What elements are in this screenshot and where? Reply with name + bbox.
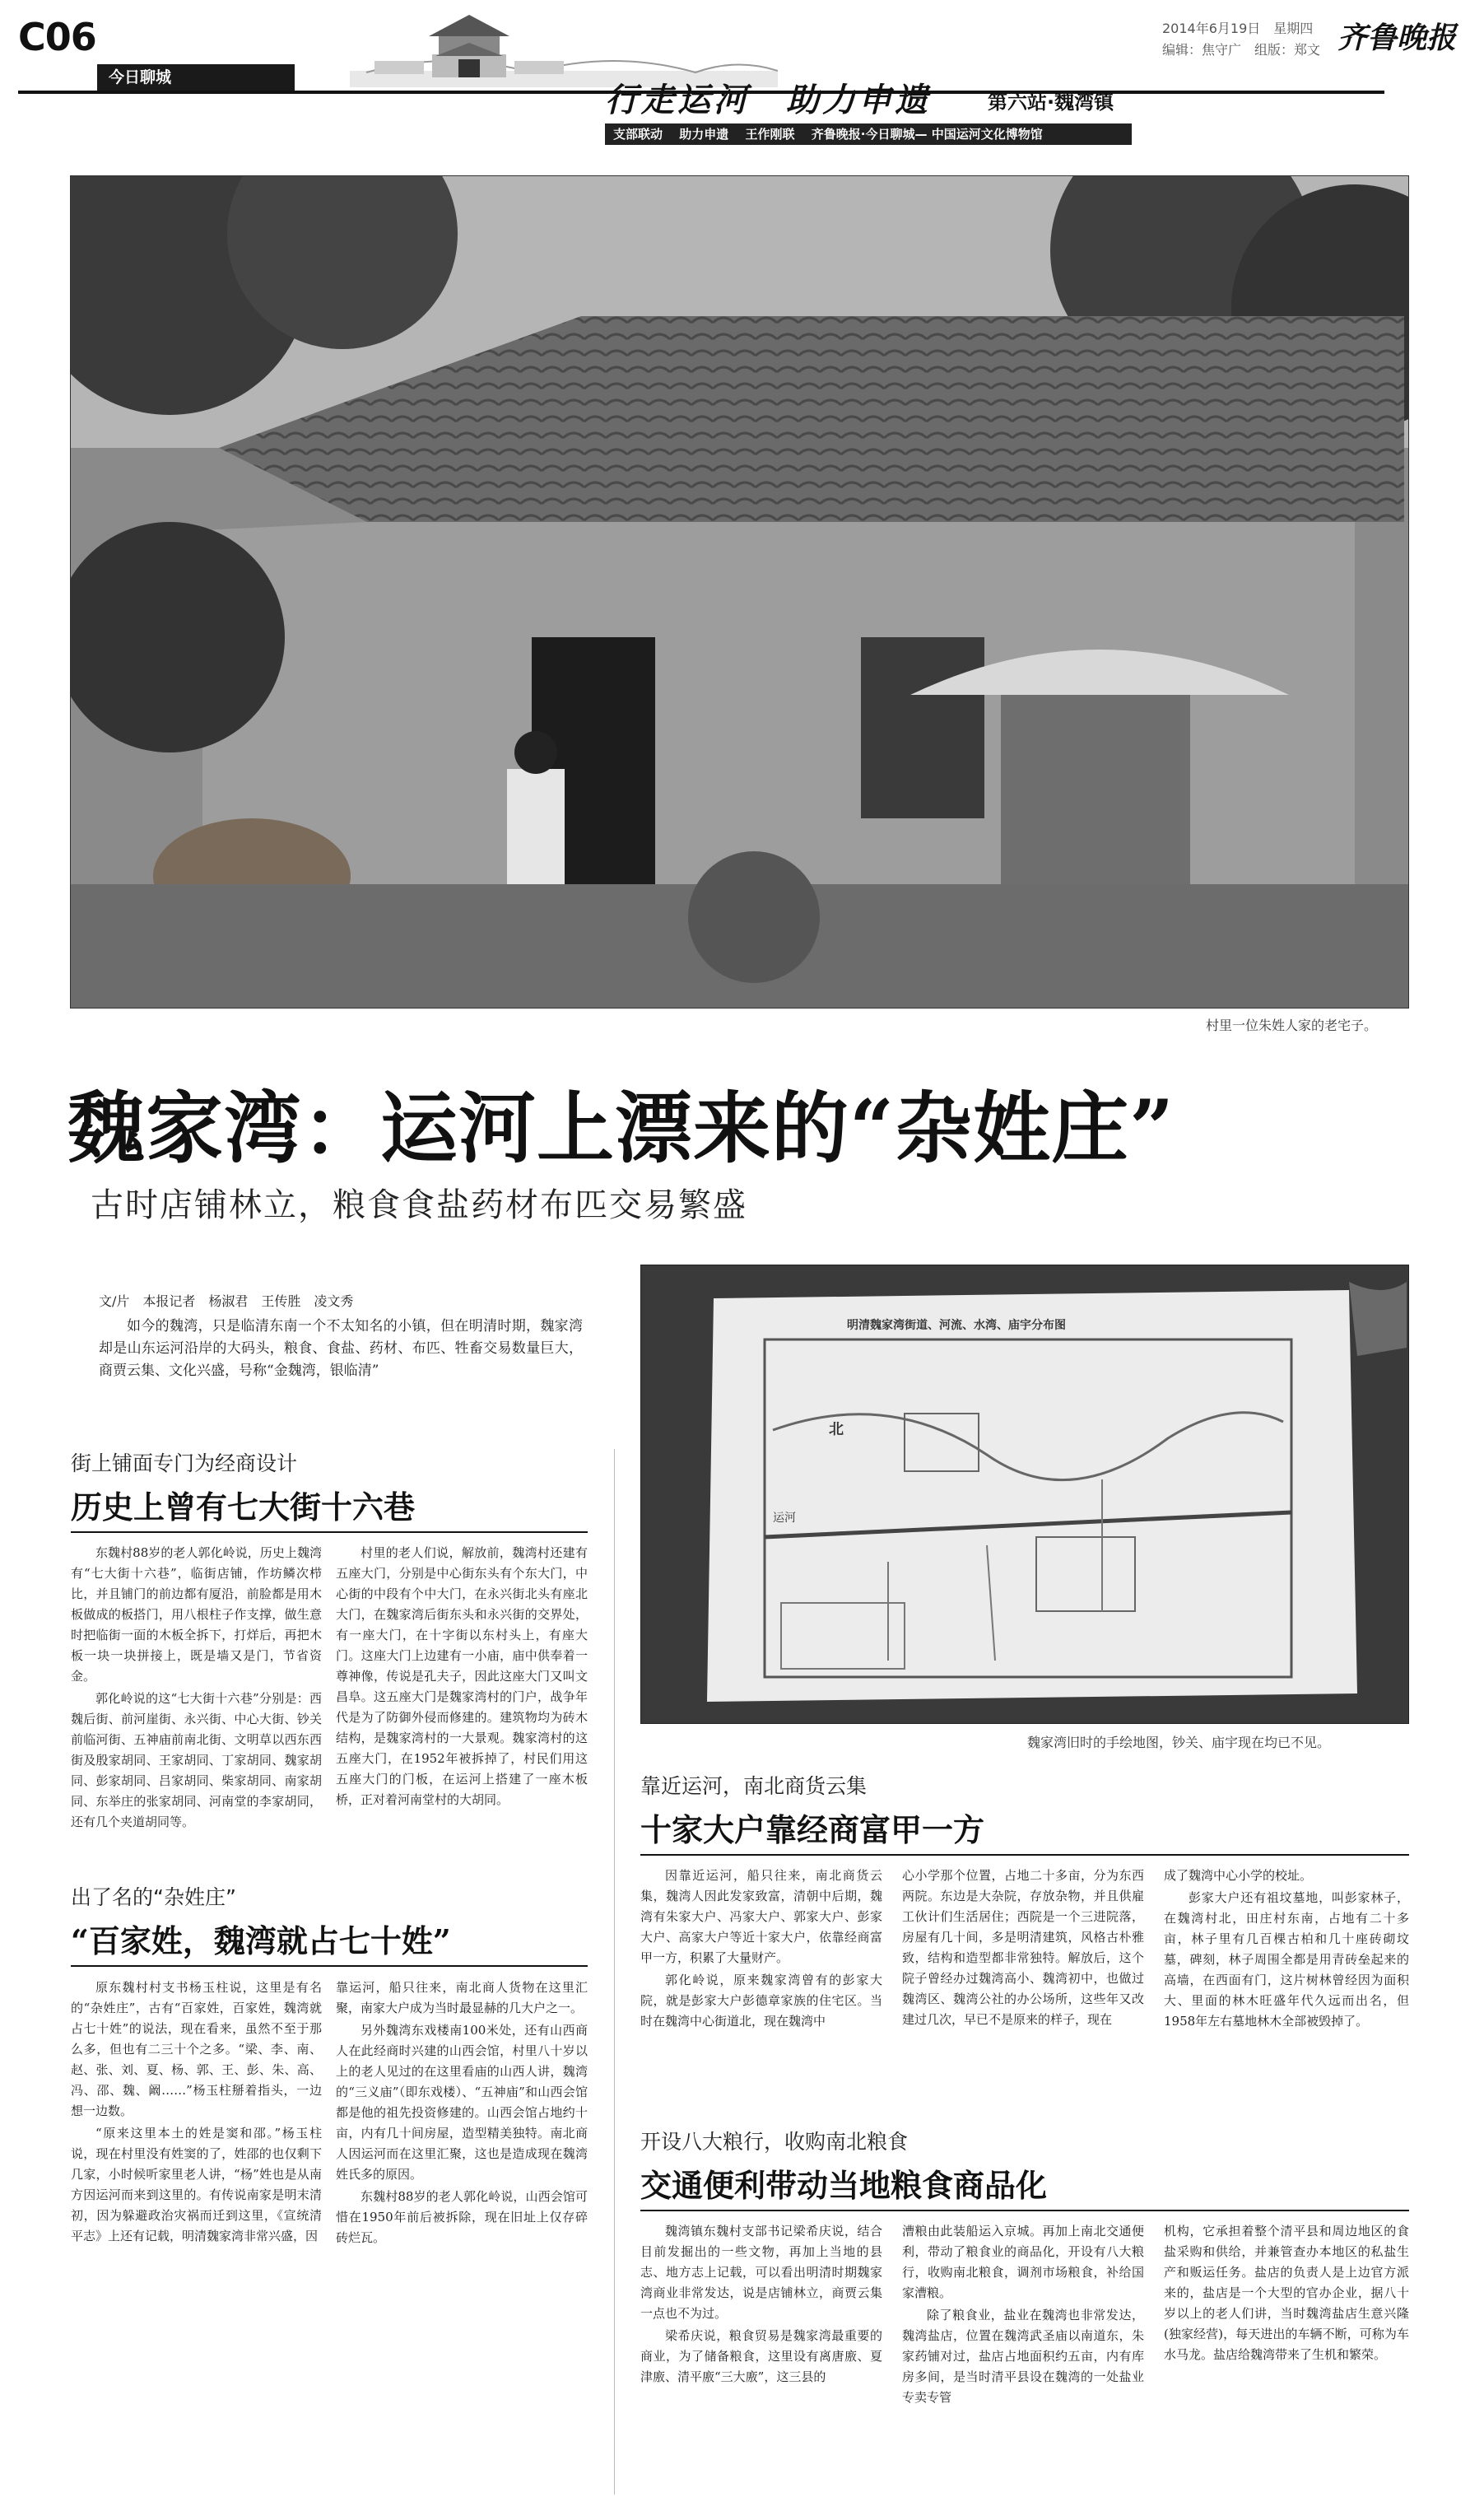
- section2-column-2: [336, 1978, 588, 2488]
- section3-column-1: [640, 1866, 882, 2113]
- lead-paragraph: [99, 1316, 583, 1423]
- paragraph: 靠运河，船只往来，南北商人货物在这里汇聚，南家大户成为当时最显赫的几大户之一。: [336, 1980, 588, 2015]
- banner-tag-3: 王作刚联: [745, 127, 795, 142]
- section4-column-1: [640, 2221, 882, 2495]
- map-label-canal: 运河: [773, 1512, 796, 1525]
- section3-kicker: 靠近运河，南北商货云集: [640, 1774, 868, 1798]
- paragraph: 因靠近运河，船只往来，南北商货云集，魏湾人因此发家致富，清朝中后期，魏湾有朱家大户、冯家大户、郭家大户、彭家大户、高家大户等近十家大户，依靠经商富甲一方，积累了大量财产。: [640, 1868, 882, 1965]
- section4-title: 交通便利带动当地粮食商品化: [640, 2167, 1048, 2204]
- section1-column-1: [71, 1543, 322, 1856]
- main-photo-old-house: [70, 175, 1409, 1009]
- section1-column-2: [336, 1543, 588, 1856]
- section4-column-3: [1164, 2221, 1409, 2495]
- old-house-illustration: [71, 176, 1409, 1009]
- paragraph: 机构，它承担着整个清平县和周边地区的食盐采购和供给，并兼管查办本地区的私盐生产和贩运任务。盐店的负责人是上边官方派来的，盐店是一个大型的官办企业，据八十岁以上的老人们讲，当时魏湾盐店生意兴隆(独家经营)，每天进出的车辆不断，可称为车水马龙。盐店给魏湾带来了生机和繁荣。: [1164, 2224, 1409, 2362]
- section3-rule: [640, 1854, 1409, 1856]
- banner-tag-2: 助力申遗: [679, 127, 729, 142]
- section4-kicker: 开设八大粮行，收购南北粮食: [640, 2130, 909, 2154]
- section4-rule: [640, 2210, 1409, 2211]
- section3-column-3: [1164, 1866, 1409, 2113]
- section3-column-2: [902, 1866, 1144, 2113]
- map-label-north: 北: [829, 1421, 844, 1438]
- map-photo-caption: 魏家湾旧时的手绘地图，钞关、庙宇现在均已不见。: [1027, 1735, 1331, 1750]
- paragraph: 魏湾镇东魏村支部书记梁希庆说，结合目前发掘出的一些文物，再加上当地的县志、地方志上记载，可以看出明清时期魏家湾商业非常发达，说是店铺林立，商贾云集一点也不为过。: [640, 2224, 882, 2321]
- map-photo: [640, 1265, 1409, 1724]
- paragraph: 郭化岭说，原来魏家湾曾有的彭家大院，就是彭家大户彭德章家族的住宅区。当时在魏湾中心街道北，现在魏湾中: [640, 1973, 882, 2029]
- main-photo-caption: 村里一位朱姓人家的老宅子。: [1206, 1018, 1378, 1033]
- series-station: 第六站·魏湾镇: [988, 91, 1114, 114]
- page-code: C06: [18, 15, 96, 59]
- banner-tag-1: 支部联动: [613, 127, 663, 142]
- section2-rule: [71, 1965, 588, 1967]
- paragraph: 郭化岭说的这“七大街十六巷”分别是：西魏后街、前河崖街、永兴街、中心大街、钞关前临河街、五神庙前南北街、文明草以西东西街及殷家胡同、王家胡同、丁家胡同、魏家胡同、彭家胡同、吕家胡同、柴家胡同、南家胡同、东举庄的张家胡同、河南堂的李家胡同，还有几个夹道胡同等。: [71, 1691, 322, 1829]
- section4-column-2: [902, 2221, 1144, 2495]
- paragraph: “原来这里本土的姓是窦和邵。”杨玉柱说，现在村里没有姓窦的了，姓邵的也仅剩下几家，小时候听家里老人讲，“杨”姓也是从南方因运河而来到这里的。有传说南家是明末清初，因为躲避政治灾祸而迁到这里，《宣统清平志》上还有记载，明清魏家湾非常兴盛，因: [71, 2126, 322, 2243]
- paragraph: 东魏村88岁的老人郭化岭说，历史上魏湾有“七大街十六巷”，临街店铺，作坊鳞次栉比，并且铺门的前边都有厦沿，前脸都是用木板做成的板搭门，用八根柱子作支撑，做生意时把临街一面的木板全拆下，打烊后，再把木板一块一块拼接上，既是墙又是门，节省资金。: [71, 1545, 322, 1684]
- hand-drawn-map-illustration: [641, 1265, 1409, 1724]
- paragraph: 成了魏湾中心小学的校址。: [1164, 1868, 1313, 1883]
- paragraph: 村里的老人们说，解放前，魏湾村还建有五座大门，分别是中心街东头有个东大门，中心街的中段有个中大门，在永兴街北头有座北大门，在魏家湾后街东头和永兴街的交界处，有一座大门，在十字街以东村头上，有座大门。这座大门上边建有一小庙，庙中供奉着一尊神像，传说是孔夫子，因此这座大门又叫文昌阜。这五座大门是魏家湾村的门户，战争年代是为了防御外侵而修建的。建筑物均为砖木结构，是魏家湾村的一大景观。魏家湾村的这五座大门，在1952年被拆掉了，村民们用这五座大门的门板，在运河上搭建了一座木板桥，正对着河南堂村的大胡同。: [336, 1545, 588, 1807]
- paragraph: 除了粮食业，盐业在魏湾也非常发达，魏湾盐店，位置在魏湾武圣庙以南道东，朱家药铺对过，盐店占地面积约五亩，内有库房多间，是当时清平县设在魏湾的一处盐业专卖专管: [902, 2308, 1144, 2405]
- masthead-logo: 齐鲁晚报: [1337, 21, 1457, 55]
- series-banner-strip: 支部联动 助力申遗 王作刚联 齐鲁晚报·今日聊城— 中国运河文化博物馆: [605, 123, 1132, 145]
- banner-tag-5: 中国运河文化博物馆: [931, 127, 1043, 142]
- paragraph: 梁希庆说，粮食贸易是魏家湾最重要的商业，为了储备粮食，这里设有离唐廒、夏津廒、清平廒“三大廒”，这三县的: [640, 2328, 882, 2384]
- column-divider: [614, 1449, 615, 2495]
- section1-kicker: 街上铺面专门为经商设计: [71, 1451, 298, 1475]
- byline: 文/片 本报记者 杨淑君 王传胜 凌文秀: [99, 1293, 354, 1309]
- paragraph: 东魏村88岁的老人郭化岭说，山西会馆可惜在1950年前后被拆除，现在旧址上仅存碎砖烂瓦。: [336, 2189, 588, 2245]
- paragraph: 心小学那个位置，占地二十多亩，分为东西两院。东边是大杂院，存放杂物，并且供雇工伙计们生活居住；西院是一个三进院落，房屋有几十间，多是明清建筑，风格古朴雅致，结构和造型都非常独特。解放后，这个院子曾经办过魏湾高小、魏湾初中，也做过魏湾区、魏湾公社的办公场所，这些年又改建过几次，早已不是原来的样子，现在: [902, 1868, 1144, 2027]
- editor-line: 编辑：焦守广 组版：郑文: [1162, 42, 1321, 58]
- section1-rule: [71, 1531, 588, 1533]
- paragraph: 原东魏村村支书杨玉柱说，这里是有名的“杂姓庄”，古有“百家姓，百家姓，魏湾就占七十姓”的说法，现在看来，虽然不至于那么多，但也有二三十个之多。“梁、李、南、赵、张、刘、夏、杨、郭、王、彭、朱、高、冯、邵、魏、阚……”杨玉柱掰着指头，一边想一边数。: [71, 1980, 322, 2118]
- paragraph: 另外魏湾东戏楼南100米处，还有山西商人在此经商时兴建的山西会馆，村里八十岁以上的老人见过的在这里看庙的山西人讲，魏湾的“三义庙”（即东戏楼）、“五神庙”和山西会馆都是他的祖先投资修建的。山西会馆占地约十亩，内有几十间房屋，造型精美独特。南北商人因运河而在这里汇聚，这也是造成现在魏湾姓氏多的原因。: [336, 2023, 588, 2182]
- date-line: 2014年6月19日 星期四: [1162, 21, 1314, 36]
- banner-tag-4: 齐鲁晚报·今日聊城: [811, 127, 915, 142]
- section2-title: “百家姓，魏湾就占七十姓”: [71, 1922, 451, 1959]
- section2-column-1: [71, 1978, 322, 2488]
- section-label: 今日聊城: [97, 64, 295, 91]
- paragraph: 彭家大户还有祖坟墓地，叫彭家林子，在魏湾村北，田庄村东南，占地有二十多亩，林子里有几百棵古柏和几十座砖砌坟墓，碑刻，林子周围全都是用青砖垒起来的高墙，在西面有门，这片树林曾经因为面积大、里面的林木旺盛年代久远而出名，但1958年左右墓地林木全部被毁掉了。: [1164, 1890, 1409, 2029]
- paragraph: 漕粮由此装船运入京城。再加上南北交通便利，带动了粮食业的商品化，开设有八大粮行，收购南北粮食，调剂市场粮食，补给国家漕粮。: [902, 2224, 1144, 2300]
- section2-kicker: 出了名的“杂姓庄”: [71, 1885, 236, 1909]
- section3-title: 十家大户靠经商富甲一方: [640, 1811, 985, 1848]
- section1-title: 历史上曾有七大街十六巷: [71, 1488, 416, 1526]
- lead-text: 如今的魏湾，只是临清东南一个不太知名的小镇，但在明清时期，魏家湾却是山东运河沿岸的大码头，粮食、食盐、药材、布匹、牲畜交易数量巨大，商贾云集、文化兴盛，号称“金魏湾，银临清”: [99, 1318, 583, 1379]
- map-sheet-title: 明清魏家湾街道、河流、水湾、庙宇分布图: [847, 1319, 1066, 1332]
- headline-title: 魏家湾：运河上漂来的“杂姓庄”: [67, 1083, 1175, 1174]
- headline-subtitle: 古时店铺林立，粮食食盐药材布匹交易繁盛: [91, 1186, 747, 1224]
- series-title: 行走运河 助力申遗: [605, 81, 931, 119]
